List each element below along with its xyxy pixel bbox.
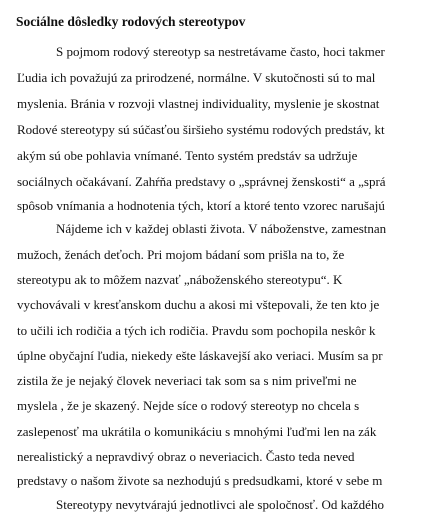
paragraph-line: predstavy o našom živote sa nezhodujú s predsudkami, ktoré v sebe m	[17, 473, 383, 488]
paragraph-line: vychovávali v kresťanskom duchu a akosi mi vštepovali, že ten kto je	[17, 297, 380, 312]
paragraph-line: mužoch, ženách deťoch. Pri mojom bádaní som prišla na to, že	[17, 247, 345, 262]
paragraph-line: Stereotypy nevytvárajú jednotlivci ale spoločnosť. Od každého	[56, 497, 384, 512]
paragraph-line: spôsob vnímania a hodnotenia tých, ktorí a ktoré tento vzorec narušajú	[17, 198, 385, 213]
paragraph-line: zaslepenosť ma ukrátila o komunikáciu s mnohými ľuďmi len na zák	[17, 424, 377, 439]
paragraph-line: Rodové stereotypy sú súčasťou širšieho systému rodových predstáv, kt	[17, 122, 385, 137]
paragraph-line: Nájdeme ich v každej oblasti života. V náboženstve, zamestnan	[56, 221, 387, 236]
paragraph-line: myslenia. Bránia v rozvoji vlastnej individuality, myslenie je skostnat	[17, 96, 380, 111]
paragraph-line: zistila že je nejaký človek neveriaci tak som sa s nim priveľmi ne	[17, 373, 357, 388]
paragraph-line: Ľudia ich považujú za prirodzené, normálne. V skutočnosti sú to mal	[17, 70, 376, 85]
paragraph-line: stereotypu ak to môžem nazvať „náboženského stereotypu“. K	[17, 272, 343, 287]
paragraph-line: akým sú obe pohlavia vnímané. Tento systém predstáv sa udržuje	[17, 148, 358, 163]
paragraph-line: nerealistický a nepravdivý obraz o neveriacich. Často teda neved	[17, 449, 355, 464]
paragraph-line: sociálnych očakávaní. Zahŕňa predstavy o „správnej ženskosti“ a „sprá	[17, 174, 386, 189]
paragraph-line: S pojmom rodový stereotyp sa nestretávame často, hoci takmer	[56, 44, 385, 59]
paragraph-line: úplne obyčajní ľudia, niekedy ešte láskavejší ako veriaci. Musím sa pr	[17, 348, 383, 363]
paragraph-line: to učili ich rodičia a tých ich rodičia. Pravdu som pochopila neskôr k	[17, 323, 376, 338]
document-title: Sociálne dôsledky rodových stereotypov	[16, 14, 246, 29]
paragraph-line: myslela , že je skazený. Nejde síce o rodový stereotyp no chcela s	[17, 398, 360, 413]
